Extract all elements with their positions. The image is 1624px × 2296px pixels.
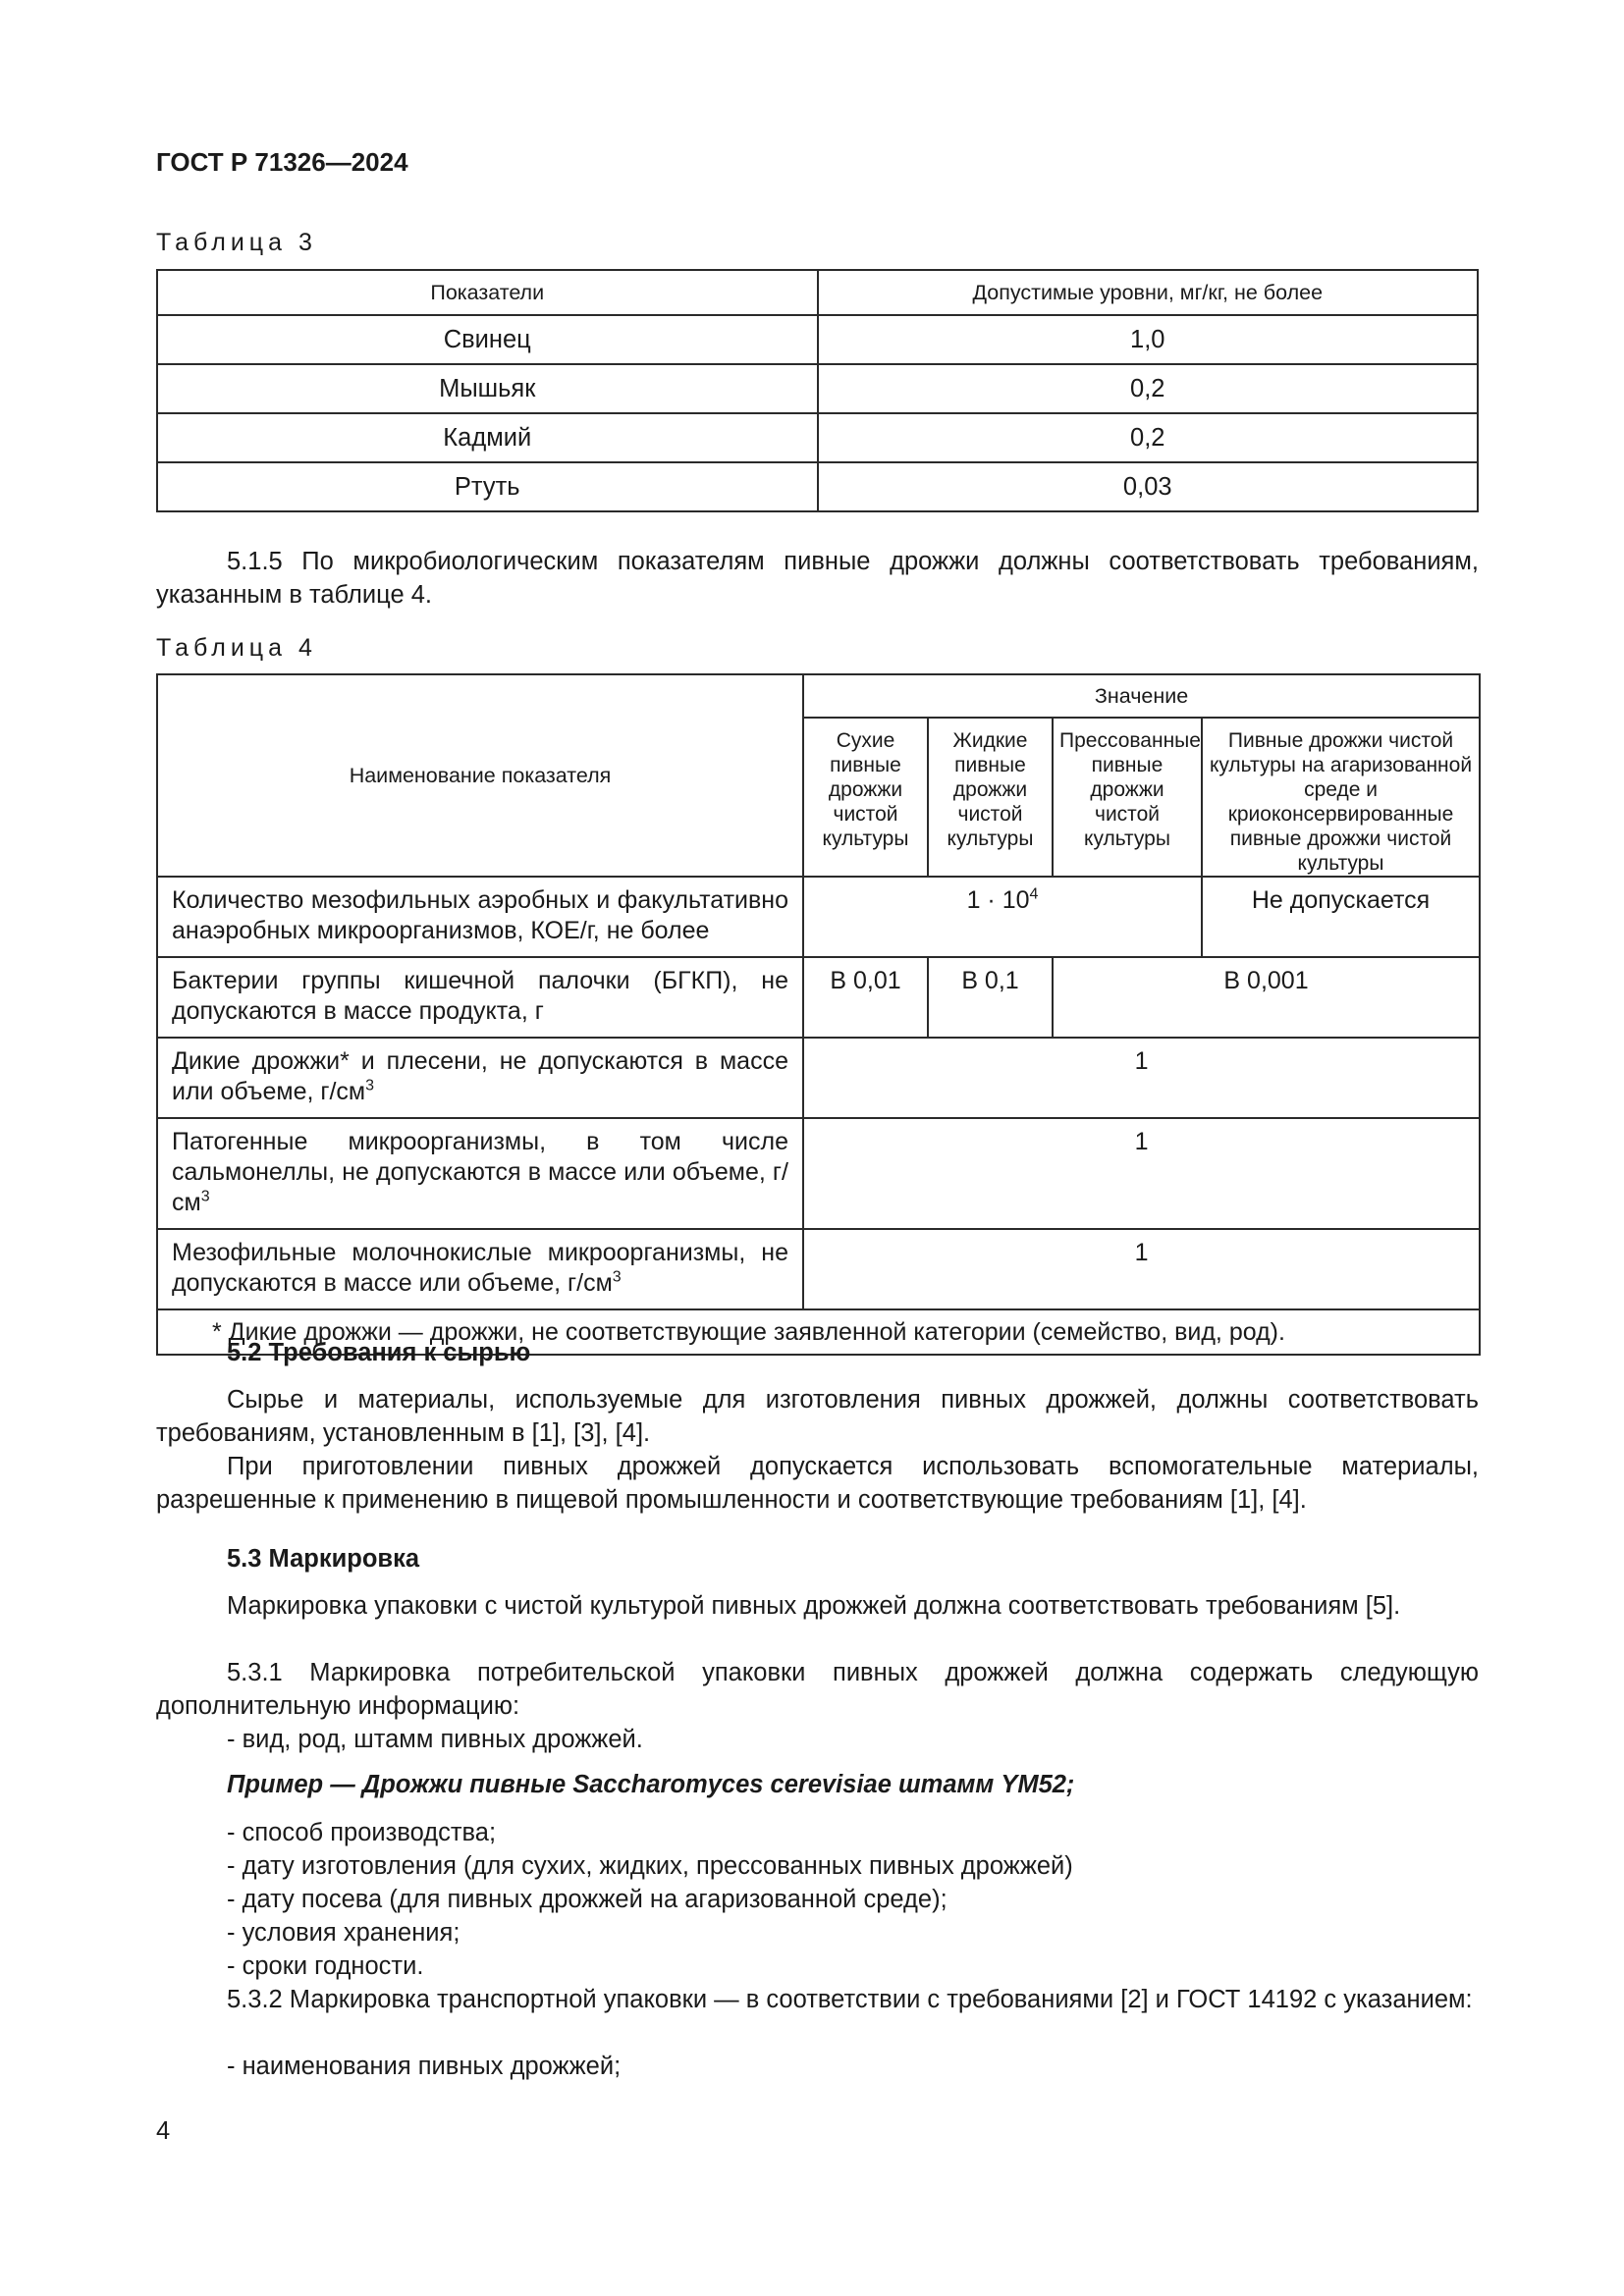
table4-subhead-pressed: Прессованные пивные дрожжи чистой культуры: [1053, 718, 1202, 877]
table-row: [157, 462, 1478, 511]
unit-exponent: 3: [365, 1077, 375, 1095]
table4-row4-name-text: Патогенные микроорганизмы, в том числе сальмонеллы, не допускаются в массе или объеме, г/см: [172, 1128, 788, 1216]
table4-subhead-agar: Пивные дрожжи чистой культуры на агаризованной среде и криоконсервированные пивные дрожжи чистой культуры: [1202, 718, 1480, 877]
table4-head-value: Значение: [803, 674, 1480, 718]
table3-cell-name: Ртуть: [157, 462, 818, 511]
table4-caption: Таблица 4: [156, 634, 317, 662]
paragraph-5-1-5: 5.1.5 По микробиологическим показателям пивные дрожжи должны соответствовать требованиям, указанным в таблице 4.: [156, 548, 1479, 609]
table3-cell-value: 1,0: [818, 315, 1479, 364]
table3-cell-name: Свинец: [157, 315, 818, 364]
table3: [156, 269, 1479, 512]
table4-row1-value-agar: Не допускается: [1202, 877, 1480, 957]
list-item: - дату посева (для пивных дрожжей на агаризованной среде);: [227, 1886, 947, 1913]
table4-row2-name: Бактерии группы кишечной палочки (БГКП), не допускаются в массе продукта, г: [157, 957, 803, 1038]
table4-row4-value: 1: [803, 1118, 1480, 1229]
table4-row1-value-exp: 4: [1029, 885, 1039, 903]
table4-row5-value: 1: [803, 1229, 1480, 1309]
table3-col-indicators: Показатели: [157, 270, 818, 315]
table-row: [157, 315, 1478, 364]
table3-cell-value: 0,2: [818, 413, 1479, 462]
table-row: [157, 1038, 1480, 1118]
table4-row5-name: [157, 1229, 803, 1309]
table-row: [157, 364, 1478, 413]
table4-row4-name: [157, 1118, 803, 1229]
example-line: Пример — Дрожжи пивные Saccharomyces cerevisiae штамм YM52;: [227, 1771, 1075, 1798]
table3-cell-value: 0,2: [818, 364, 1479, 413]
section-5-2-paragraph-2: При приготовлении пивных дрожжей допускается использовать вспомогательные материалы, разрешенные к применению в пищевой промышленности и соответствующие требованиям [1], [4].: [156, 1453, 1479, 1514]
table-row: [157, 957, 1480, 1038]
table-row: [157, 877, 1480, 957]
section-5-3-title: 5.3 Маркировка: [227, 1545, 420, 1573]
section-5-3-2-paragraph: 5.3.2 Маркировка транспортной упаковки — в соответствии с требованиями [2] и ГОСТ 14192 с указанием:: [227, 1986, 1473, 2013]
section-5-2-title: 5.2 Требования к сырью: [227, 1339, 531, 1366]
list-item: - вид, род, штамм пивных дрожжей.: [227, 1726, 643, 1753]
document-id: ГОСТ Р 71326—2024: [156, 147, 408, 177]
table4-row2-value-dry: В 0,01: [803, 957, 928, 1038]
table3-header-row: [157, 270, 1478, 315]
list-item: - наименования пивных дрожжей;: [227, 2053, 622, 2080]
table4-row3-name: [157, 1038, 803, 1118]
table4-row2-value-liquid: В 0,1: [928, 957, 1053, 1038]
unit-exponent: 3: [200, 1188, 210, 1205]
section-5-3-1-paragraph: 5.3.1 Маркировка потребительской упаковки пивных дрожжей должна содержать следующую дополнительную информацию:: [156, 1659, 1479, 1720]
table4-head-name: Наименование показателя: [157, 674, 803, 877]
list-item: - сроки годности.: [227, 1952, 424, 1980]
section-5-2-paragraph-1: Сырье и материалы, используемые для изготовления пивных дрожжей, должны соответствовать требованиям, установленным в [1], [3], [4].: [156, 1386, 1479, 1447]
section-5-3-paragraph-1: Маркировка упаковки с чистой культурой пивных дрожжей должна соответствовать требованиям [5].: [227, 1592, 1401, 1620]
table4-row1-value: [803, 877, 1202, 957]
table3-cell-value: 0,03: [818, 462, 1479, 511]
table3-col-levels: Допустимые уровни, мг/кг, не более: [818, 270, 1479, 315]
page-number: 4: [156, 2117, 171, 2145]
table-row: [157, 1229, 1480, 1309]
list-item: - дату изготовления (для сухих, жидких, прессованных пивных дрожжей): [227, 1852, 1073, 1880]
table4-footnote: * Дикие дрожжи — дрожжи, не соответствующие заявленной категории (семейство, вид, род).: [157, 1309, 1480, 1355]
table-row: [157, 1118, 1480, 1229]
list-item: - способ производства;: [227, 1819, 497, 1846]
table4: [156, 673, 1481, 1356]
table4-subhead-liquid: Жидкие пивные дрожжи чистой культуры: [928, 718, 1053, 877]
table3-cell-name: Мышьяк: [157, 364, 818, 413]
table4-subhead-dry: Сухие пивные дрожжи чистой культуры: [803, 718, 928, 877]
table4-row1-value-base: 1 · 10: [966, 886, 1030, 914]
table3-cell-name: Кадмий: [157, 413, 818, 462]
table3-caption: Таблица 3: [156, 229, 317, 256]
table4-row3-name-text: Дикие дрожжи* и плесени, не допускаются в массе или объеме, г/см: [172, 1047, 788, 1105]
list-item: - условия хранения;: [227, 1919, 460, 1947]
table4-row2-value-other: В 0,001: [1053, 957, 1480, 1038]
table4-header-row: [157, 674, 1480, 718]
table4-row1-name: Количество мезофильных аэробных и факультативно анаэробных микроорганизмов, КОЕ/г, не более: [157, 877, 803, 957]
table4-row5-name-text: Мезофильные молочнокислые микроорганизмы, не допускаются в массе или объеме, г/см: [172, 1239, 788, 1297]
table4-row3-value: 1: [803, 1038, 1480, 1118]
table-row: [157, 413, 1478, 462]
unit-exponent: 3: [612, 1268, 622, 1286]
